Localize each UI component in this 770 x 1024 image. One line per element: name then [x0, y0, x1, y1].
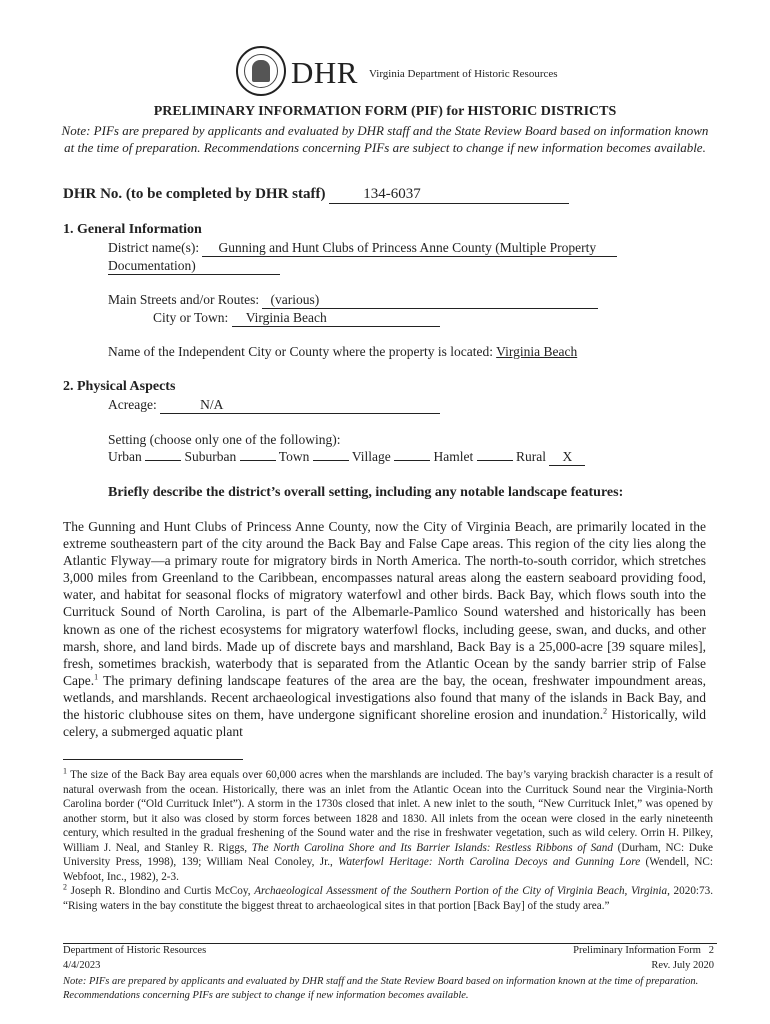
district-name-row [108, 240, 617, 257]
independent-city-label: Name of the Independent City or County where the property is located: [108, 344, 494, 359]
setting-village-label: Village [351, 449, 391, 464]
district-name-label: District name(s): [108, 240, 200, 255]
setting-town-label: Town [278, 449, 310, 464]
footnote-1-text-continued: (Durham, NC: Duke University Press, 1998), 139; William Neal Conoley, Jr., [63, 841, 714, 868]
setting-hamlet-label: Hamlet [433, 449, 474, 464]
body-text-part-2: The primary defining landscape features of the area are the bay, the ocean, freshwater impoundment areas, wetlands, and marshlands. Recent archaeological investigations also found that many of the islands in Back Bay, and the historic clubhouse sites on them, have undergone significant shoreline erosion and inundation. [63, 672, 706, 723]
footer-form-page [573, 945, 714, 956]
acreage-field[interactable]: N/A [160, 397, 440, 414]
main-streets-label: Main Streets and/or Routes: [108, 292, 260, 307]
footnote-1-citation-title: The North Carolina Shore and Its Barrier Islands: Restless Ribbons of Sand [251, 841, 613, 854]
footer-note: Note: PIFs are prepared by applicants and evaluated by DHR staff and the State Review Board based on information known at the time of preparation. Recommendations concerning PIFs are subject to change if new information becomes available. [63, 976, 699, 1001]
district-name-field[interactable]: Gunning and Hunt Clubs of Princess Anne County (Multiple Property [202, 240, 617, 257]
footnote-ref-1: 1 [94, 672, 99, 682]
dhr-number-row [63, 186, 569, 204]
section-physical-aspects-heading: 2. Physical Aspects [63, 379, 176, 394]
virginia-seal-logo [236, 46, 286, 96]
footnote-2-text: Joseph R. Blondino and Curtis McCoy, [70, 885, 251, 897]
body-text-part-3: Historically, wild celery, a submerged aquatic plant [63, 707, 706, 740]
footnote-1-number: 1 [63, 766, 67, 776]
setting-town-field[interactable] [313, 460, 349, 461]
setting-rural-label: Rural [516, 449, 547, 464]
city-town-label: City or Town: [153, 310, 229, 325]
dhr-logo-text: DHR [291, 55, 358, 90]
setting-label: Setting (choose only one of the following): [108, 432, 341, 447]
footnote-1 [63, 768, 713, 884]
footnote-2-citation-title: Archaeological Assessment of the Southern Portion of the City of Virginia Beach, Virginia [254, 885, 668, 897]
dhr-number-field[interactable]: 134-6037 [329, 186, 569, 204]
footer-divider [63, 943, 717, 944]
city-town-field[interactable]: Virginia Beach [232, 310, 440, 327]
describe-setting-prompt: Briefly describe the district’s overall setting, including any notable landscape features: [108, 485, 624, 500]
footnote-2-number: 2 [63, 882, 67, 892]
footer-revision: Rev. July 2020 [651, 960, 714, 971]
footnote-2 [63, 884, 713, 913]
footnote-divider [63, 759, 243, 760]
acreage-label: Acreage: [108, 397, 157, 412]
footnote-2-text-continued: , 2020:73. “Rising waters in the bay constitute the biggest threat to archaeological sites in that portion [Back Bay] of the study area.” [63, 885, 714, 912]
footnote-1-citation-title-2: Waterfowl Heritage: North Carolina Decoys and Gunning Lore [338, 856, 641, 868]
setting-hamlet-field[interactable] [477, 460, 513, 461]
footnote-1-text-end: (Wendell, NC: Webfoot, Inc., 1982), 2-3. [63, 856, 714, 883]
setting-urban-field[interactable] [145, 460, 181, 461]
footnotes [63, 768, 713, 913]
footnote-1-text: The size of the Back Bay area equals over 60,000 acres when the marshlands are included. The bay’s varying brackish character is a result of natural overwash from the ocean. Historically, there was an inlet from the Atlantic Ocean into the Currituck Sound near the Virginia-North Carolina border (“Old Currituck Inlet”). A storm in the 1730s closed that inlet. A new inlet to the south, “New Currituck Inlet,” was opened by another storm, but it also was closed by storm forces between 1828 and 1830. All inlets from the ocean were closed in the early nineteenth century, which resulted in the gradual freshening of the Sound water and the rise in freshwater vegetation, such as wild celery. Orrin H. Pilkey, William J. Neal, and Stanley R. Riggs, [63, 769, 713, 854]
setting-rural-field[interactable]: X [549, 449, 585, 466]
main-streets-row [108, 292, 598, 309]
agency-name: Virginia Department of Historic Resources [369, 68, 558, 80]
footer-department: Department of Historic Resources [63, 945, 207, 956]
footnote-ref-2: 2 [603, 706, 608, 716]
district-name-field-continued[interactable]: Documentation) [108, 258, 280, 275]
city-town-row [153, 310, 440, 327]
setting-suburban-label: Suburban [184, 449, 237, 464]
setting-options-row [108, 449, 585, 466]
footer-date: 4/4/2023 [63, 960, 101, 971]
main-streets-field[interactable]: (various) [262, 292, 598, 309]
setting-description-body [63, 518, 706, 740]
independent-city-row [108, 344, 577, 360]
setting-suburban-field[interactable] [240, 460, 276, 461]
body-text-part-1: The Gunning and Hunt Clubs of Princess Anne County, now the City of Virginia Beach, are primarily located in the extreme southeastern part of the city around the Back Bay and False Cape areas. This region of the city lies along the Atlantic Flyway—a primary route for migratory birds in North America. The north-to-south corridor, which stretches 3,000 miles from Greenland to the Caribbean, encompasses natural areas along the eastern seaboard providing food, water, and habitat for seasonal flocks of migratory waterfowl and other birds. Back Bay, which flows south into the Currituck Sound of North Carolina, is part of the Albemarle-Pamlico Sound watershed and historically has been known as one of the richest ecosystems for migratory waterfowl flocks, including geese, swan, and ducks, and other marsh, shore, and land birds. Made up of discrete bays and marshland, Back Bay is a 25,000-acre [39 square miles], fresh, sometimes brackish, waterbody that is separated from the Atlantic Ocean by the sandy barrier strip of False Cape. [63, 519, 706, 688]
setting-urban-label: Urban [108, 449, 142, 464]
footer-form-name: Preliminary Information Form [573, 945, 701, 956]
intro-note: Note: PIFs are prepared by applicants and evaluated by DHR staff and the State Review Board based on information known at the time of preparation. Recommendations concerning PIFs are subject to change if new information becomes available. [61, 123, 709, 155]
footer-page-number: 2 [708, 945, 714, 956]
form-title: PRELIMINARY INFORMATION FORM (PIF) for HISTORIC DISTRICTS [153, 104, 617, 119]
setting-village-field[interactable] [394, 460, 430, 461]
section-general-information-heading: 1. General Information [63, 222, 202, 237]
independent-city-field[interactable]: Virginia Beach [496, 344, 578, 359]
acreage-row [108, 397, 440, 414]
dhr-number-label: DHR No. (to be completed by DHR staff) [63, 186, 326, 202]
